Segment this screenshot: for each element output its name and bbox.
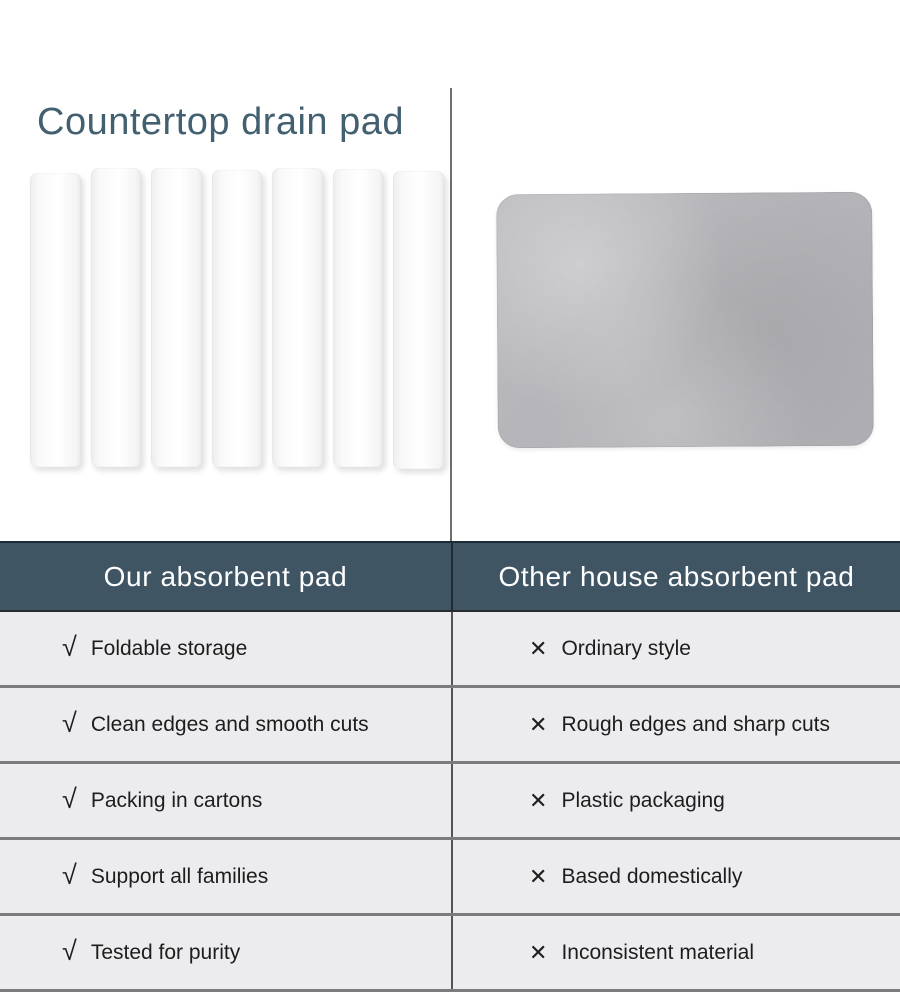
cross-icon: ✕ [529, 635, 548, 661]
pad-slat [393, 171, 444, 469]
comparison-table [0, 541, 900, 992]
feature-label: Foldable storage [90, 636, 248, 660]
feature-label: Tested for purity [90, 940, 241, 964]
feature-label: Packing in cartons [90, 788, 263, 812]
page-title: Countertop drain pad [37, 101, 405, 143]
comparison-header-row [0, 541, 900, 612]
pad-slat [212, 170, 263, 467]
feature-cell-other [451, 612, 900, 685]
foldable-pad-image [30, 168, 444, 467]
pad-slat [272, 168, 323, 467]
table-row [0, 612, 900, 688]
check-icon: √ [62, 632, 77, 662]
cross-icon: ✕ [529, 711, 548, 737]
header-our-pad: Our absorbent pad [103, 560, 348, 592]
check-icon: √ [62, 860, 77, 890]
feature-cell-other [451, 688, 900, 761]
feature-cell-ours [0, 916, 451, 989]
pad-slat [30, 173, 81, 467]
feature-cell-ours [0, 840, 451, 913]
pad-slat [333, 169, 384, 467]
check-icon: √ [62, 936, 77, 966]
table-row [0, 688, 900, 764]
feature-cell-ours [0, 764, 451, 837]
feature-cell-ours [0, 612, 451, 685]
feature-label: Plastic packaging [561, 788, 725, 812]
plain-pad-image [496, 192, 874, 449]
feature-label: Ordinary style [561, 636, 691, 660]
check-icon: √ [62, 708, 77, 738]
table-row [0, 764, 900, 840]
feature-label: Support all families [90, 864, 269, 888]
feature-label: Clean edges and smooth cuts [90, 712, 369, 736]
feature-cell-other [451, 840, 900, 913]
vertical-divider [450, 88, 452, 541]
cross-icon: ✕ [529, 939, 548, 965]
feature-cell-other [451, 916, 900, 989]
feature-cell-ours [0, 688, 451, 761]
feature-cell-other [451, 764, 900, 837]
table-row [0, 840, 900, 916]
check-icon: √ [62, 784, 77, 814]
pad-slat [91, 168, 142, 467]
feature-label: Inconsistent material [561, 940, 755, 964]
cross-icon: ✕ [529, 863, 548, 889]
feature-label: Rough edges and sharp cuts [561, 712, 830, 736]
feature-label: Based domestically [561, 864, 743, 888]
table-row [0, 916, 900, 992]
pad-slat [151, 168, 202, 467]
header-other-pad: Other house absorbent pad [451, 543, 900, 610]
cross-icon: ✕ [529, 787, 548, 813]
